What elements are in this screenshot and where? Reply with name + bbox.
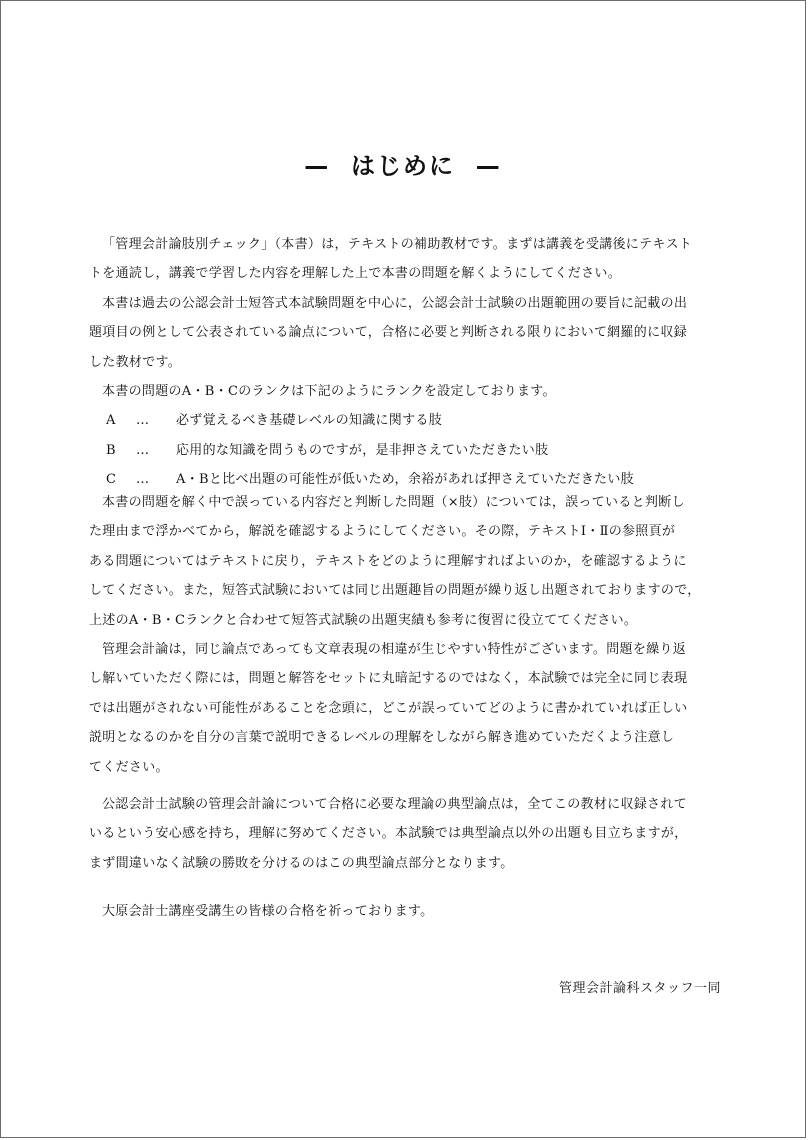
rank-separator: … xyxy=(136,413,150,429)
paragraph-2-line-1: 本書は過去の公認会計士短答式本試験問題を中心に，公認会計士試験の出題範囲の要旨に記載の出 xyxy=(102,295,688,311)
paragraph-5-line-4: 説明となるのかを自分の言葉で説明できるレベルの理解をしながら解き進めていただくよう注意し xyxy=(89,730,675,746)
rank-separator: … xyxy=(136,472,150,488)
rank-letter: B xyxy=(106,442,116,458)
paragraph-2-line-2: 題項目の例として公表されている論点について，合格に必要と判断される限りにおいて網羅的に収録 xyxy=(89,325,687,341)
rank-row-a xyxy=(89,406,721,435)
paragraph-4-line-1: 本書の問題を解く中で誤っている内容だと判断した問題（×肢）については，誤っていると判断し xyxy=(102,495,685,510)
rank-row-b xyxy=(89,436,721,465)
paragraph-4-line-3: ある問題についてはテキストに戻り，テキストをどのように理解すればよいのか，を確認するように xyxy=(89,553,687,569)
paragraph-6-line-3: まず間違いなく試験の勝敗を分けるのはこの典型論点部分となります。 xyxy=(89,855,514,871)
rank-letter: A xyxy=(106,413,116,429)
paragraph-4-line-4: してください。また，短答式試験においては同じ出題趣旨の問題が繰り返し出題されておりますので， xyxy=(89,583,701,599)
rank-separator: … xyxy=(136,442,150,458)
paragraph-5-line-1: 管理会計論は，同じ論点であっても文章表現の相違が生じやすい特性がございます。問題を繰り返 xyxy=(102,641,687,657)
intro-section xyxy=(89,230,721,495)
rank-letter: C xyxy=(106,472,117,488)
paragraph-5-line-3: では出題がされない可能性があることを念頭に，どこが誤っていてどのように書かれていれば正しい xyxy=(89,700,688,716)
signature: 管理会計論科スタッフ一同 xyxy=(558,981,721,996)
rank-description: A・Bと比べ出題の可能性が低いため，余裕があれば押さえていただきたい肢 xyxy=(176,472,634,488)
paragraph-1-line-1: 「管理会計論肢別チェック」（本書）は，テキストの補助教材です。まずは講義を受講後にテキスト xyxy=(102,237,693,252)
paragraph-1-line-2: トを通読し，講義で学習した内容を理解した上で本書の問題を解くようにしてください。 xyxy=(89,266,622,282)
rank-description: 応用的な知識を問うものですが，是非押さえていただきたい肢 xyxy=(176,442,549,458)
paragraph-7: 大原会計士講座受講生の皆様の合格を祈っております。 xyxy=(102,904,434,919)
study-guidance-section xyxy=(89,488,721,782)
paragraph-3: 本書の問題のA・B・Cのランクは下記のようにランクを設定しております。 xyxy=(102,383,556,399)
paragraph-6-line-2: いるという安心感を持ち，理解に努めてください。本試験では典型論点以外の出題も目立ちますが， xyxy=(89,826,688,842)
wish-section xyxy=(89,897,721,926)
rank-description: 必ず覚えるべき基礎レベルの知識に関する肢 xyxy=(176,413,443,429)
paragraph-4-line-5: 上述のA・B・Cランクと合わせて短答式試験の出題実績も参考に復習に役立ててください。 xyxy=(89,612,638,628)
closing-section xyxy=(89,790,721,878)
paragraph-5-line-2: し解いていただく際には，問題と解答をセットに丸暗記するのではなく，本試験では完全に同じ表現 xyxy=(89,671,688,687)
paragraph-4-line-2: た理由まで浮かべてから，解説を確認するようにしてください。その際，テキストⅠ・Ⅱの参照頁が xyxy=(89,524,676,540)
paragraph-2-line-3: した教材です。 xyxy=(89,354,182,370)
page-title: — はじめに — xyxy=(304,152,502,180)
paragraph-6-line-1: 公認会計士試験の管理会計論について合格に必要な理論の典型論点は，全てこの教材に収録されて xyxy=(102,797,687,812)
paragraph-5-line-5: てください。 xyxy=(89,759,169,775)
